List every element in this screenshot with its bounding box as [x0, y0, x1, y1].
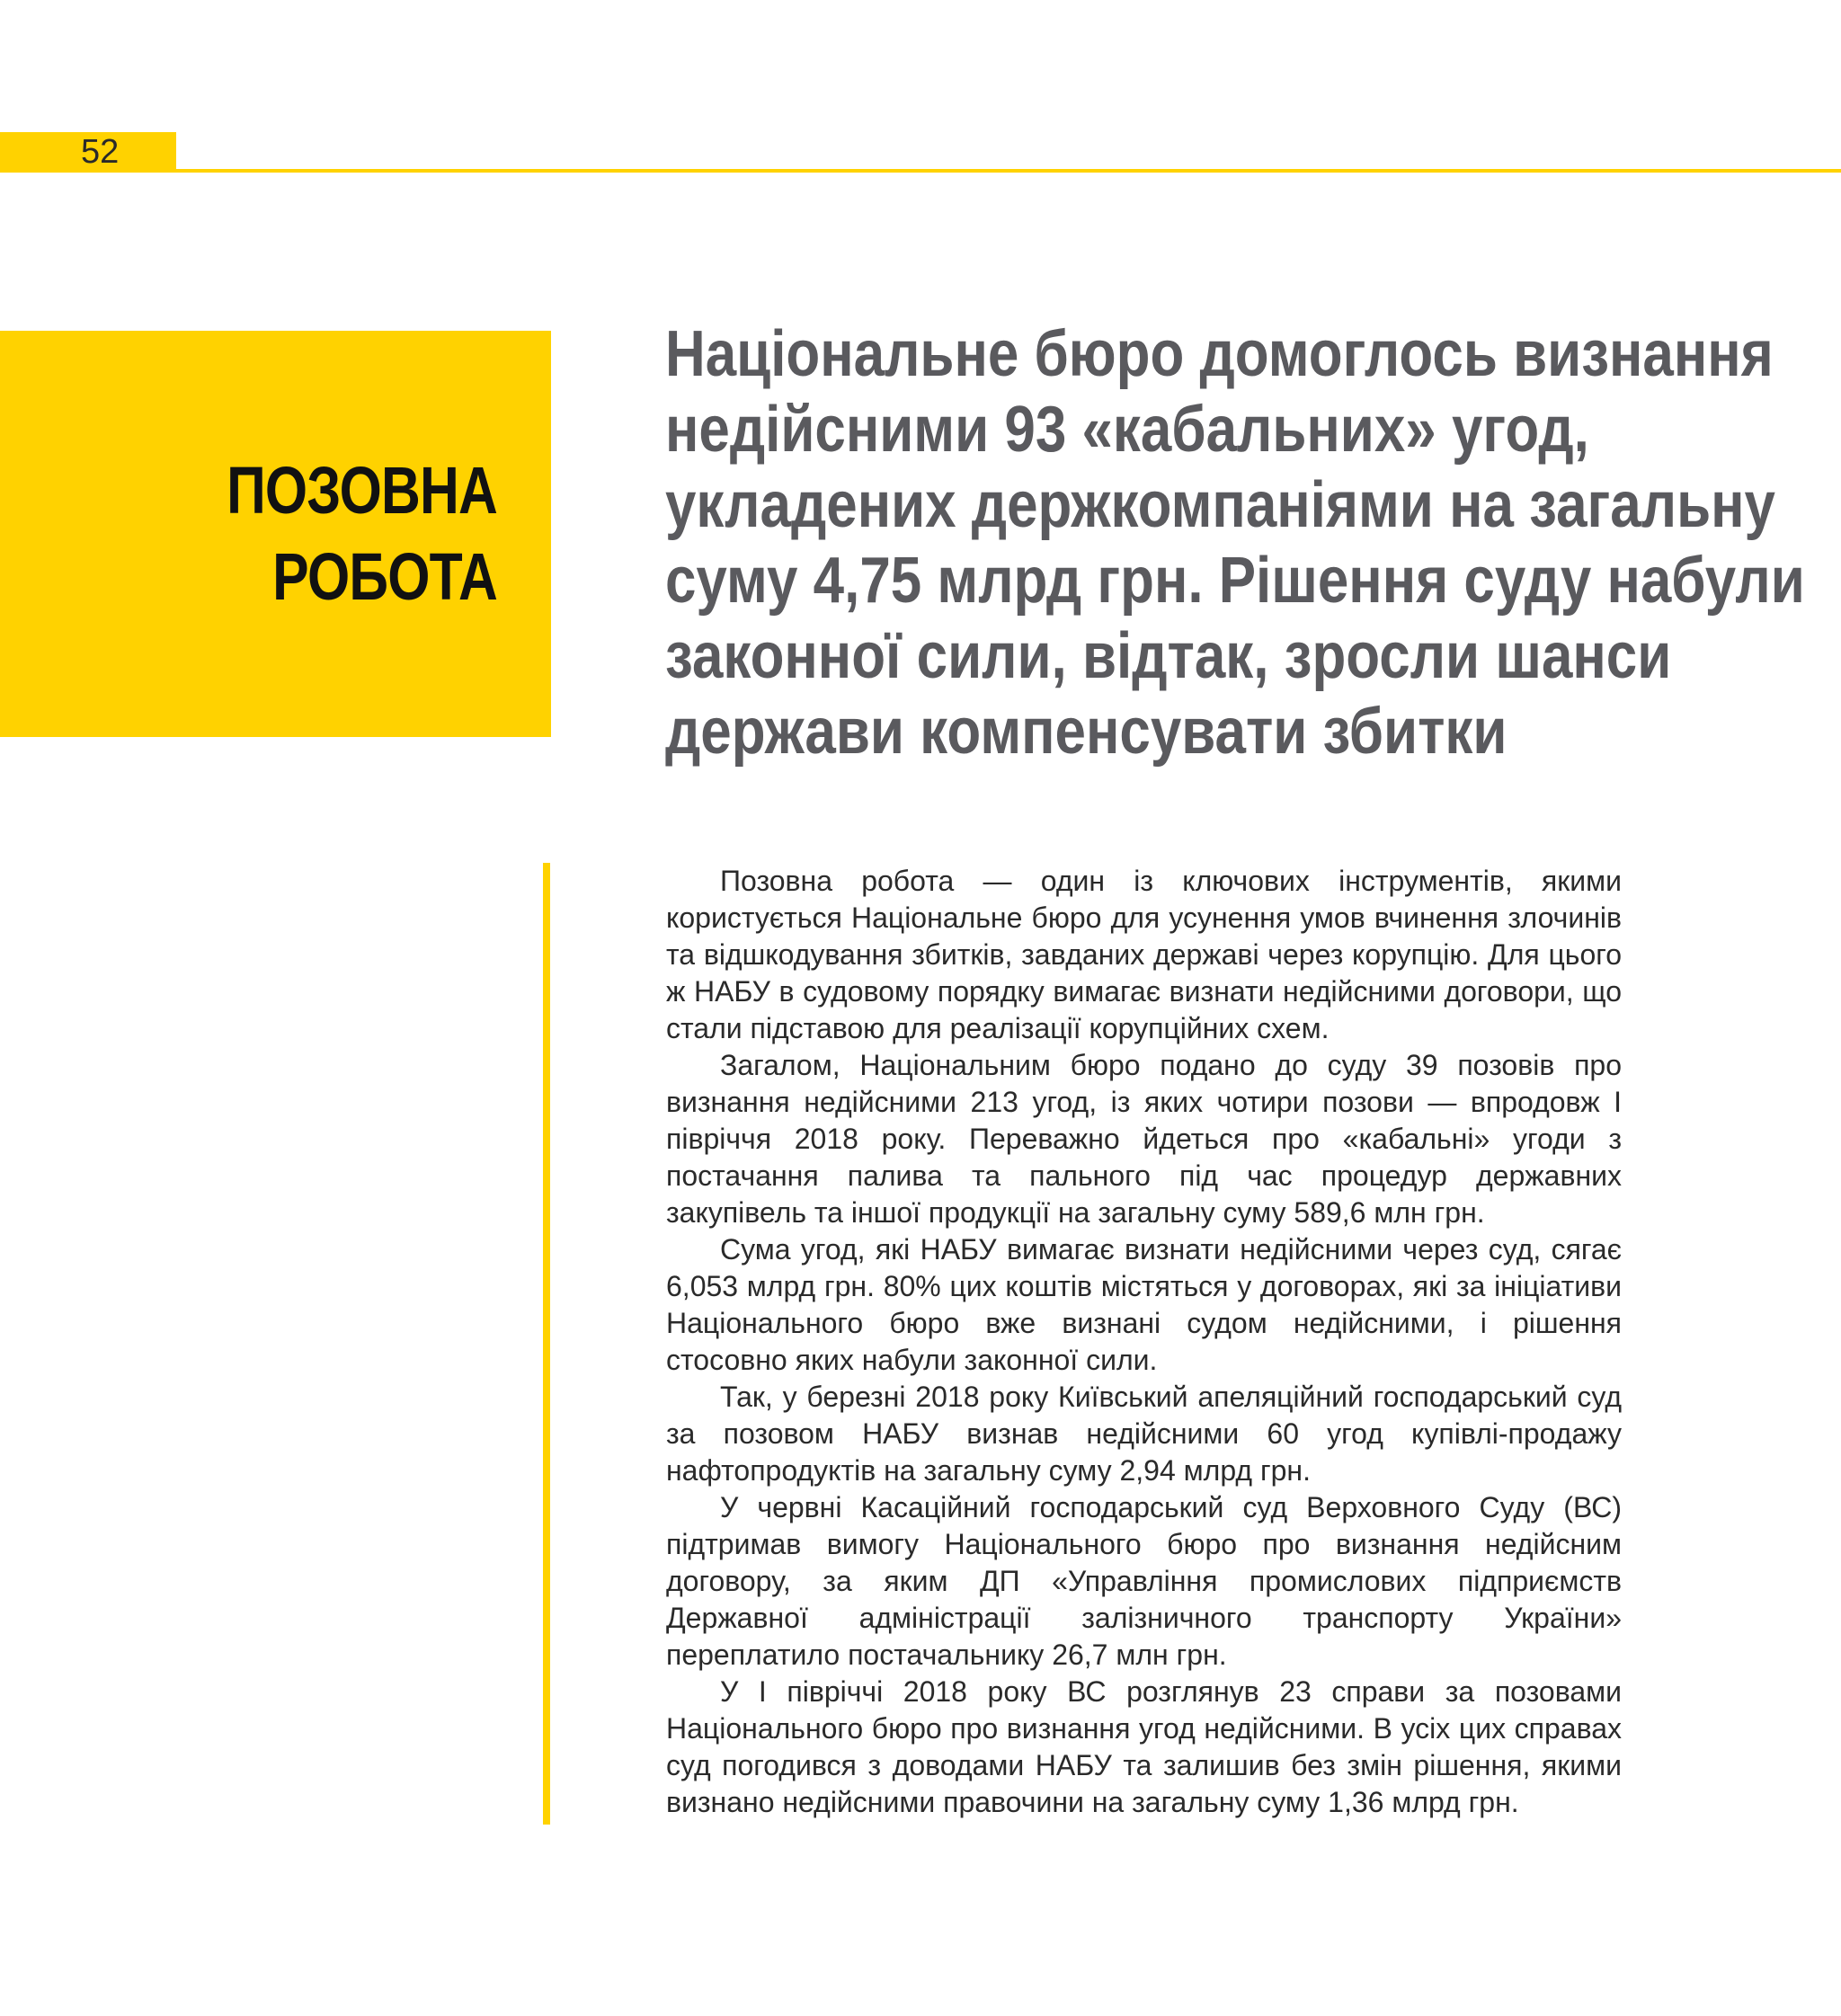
lead-line: суму 4,75 млрд грн. Рішення суду набули — [665, 545, 1805, 617]
lead-line: законної сили, відтак, зросли шанси — [665, 620, 1672, 692]
page-number: 52 — [81, 133, 120, 171]
lead-line: Національне бюро домоглось визнання — [665, 318, 1774, 390]
body-paragraph: Так, у березні 2018 року Київський апеляційний господарський суд за позовом НАБУ визнав недійсними 60 угод купівлі-продажу нафтопродуктів на загальну суму 2,94 млрд грн. — [666, 1381, 1622, 1487]
body-paragraph: У І півріччі 2018 року ВС розглянув 23 справи за позовами Національного бюро про визнання угод недійсними. В усіх цих справах суд погодився з доводами НАБУ та залишив без змін рішення, якими визнано недійсними правочини на загальну суму 1,36 млрд грн. — [666, 1675, 1622, 1818]
section-title-line: ПОЗОВНА — [227, 453, 497, 528]
section-title-block — [0, 331, 551, 737]
lead-line: недійсними 93 «кабальних» угод, — [665, 394, 1589, 466]
section-title — [227, 448, 497, 620]
lead-line: держави компенсувати збитки — [665, 696, 1507, 768]
body-paragraph: Загалом, Національним бюро подано до суду 39 позовів про визнання недійсними 213 угод, із яких чотири позови — впродовж І півріччя 2018 року. Переважно йдеться про «кабальні» угоди з постачання палива та пального під час процедур державних закупівель та іншої продукції на загальну суму 589,6 млн грн. — [666, 1049, 1622, 1229]
body-text — [666, 863, 1622, 1821]
header-rule — [176, 169, 1841, 173]
body-paragraph: Позовна робота — один із ключових інструментів, якими користується Національне бюро для усунення умов вчинення злочинів та відшкодування збитків, завданих державі через корупцію. Для цього ж НАБУ в судовому порядку вимагає визнати недійсними договори, що стали підставою для реалізації корупційних схем. — [666, 865, 1622, 1044]
body-paragraph: Сума угод, які НАБУ вимагає визнати недійсними через суд, сягає 6,053 млрд грн. 80% цих коштів містяться у договорах, які за ініціативи Національного бюро вже визнані судом недійсними, і рішення стосовно яких набули законної сили. — [666, 1233, 1622, 1376]
section-title-line: РОБОТА — [272, 539, 497, 614]
lead-line: укладених держкомпаніями на загальну — [665, 469, 1775, 541]
body-accent-rule — [543, 863, 550, 1825]
lead-statement — [665, 316, 1805, 769]
body-paragraph: У червні Касаційний господарський суд Верховного Суду (ВС) підтримав вимогу Національного бюро про визнання недійсним договору, за яким ДП «Управління промислових підприємств Державної адміністрації залізничного транспорту України» переплатило постачальнику 26,7 млн грн. — [666, 1491, 1622, 1671]
